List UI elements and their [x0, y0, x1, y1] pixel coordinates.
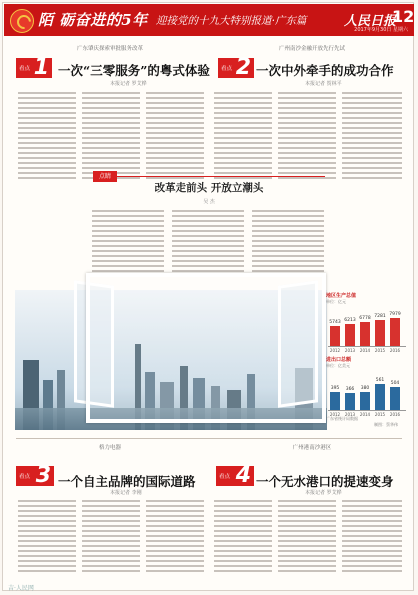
chart-1-value-label: 6778 [359, 316, 371, 322]
section-rule [16, 438, 402, 439]
feature-text-col-2 [172, 210, 244, 275]
chart-2-title: 进出口总额 [326, 357, 352, 363]
chart-2-category-label: 2015 [374, 412, 386, 417]
chart-2-bar [375, 384, 385, 410]
article-2-number-box [218, 55, 254, 80]
page-banner [4, 4, 414, 36]
article-2-headline: 一次中外牵手的成功合作 [256, 63, 394, 78]
article-3-number: 3 [35, 463, 51, 488]
article-3-kicker: 格力电器 [98, 445, 121, 451]
article-4-headline: 一个无水港口的提速变身 [256, 474, 394, 489]
article-1-text-col-1 [18, 92, 76, 182]
feature-text-col-1 [92, 210, 164, 275]
article-1-kicker: 广东肇庆探索审批服务改革 [76, 46, 143, 52]
chart-2-bar [390, 387, 400, 410]
chart-1-bar [360, 322, 370, 346]
article-4-kicker: 广州港南沙港区 [292, 445, 332, 451]
chart-1-title: 地区生产总值 [326, 293, 357, 299]
article-3-label: 看点 [19, 474, 31, 480]
chart-2-category-label: 2012 [329, 412, 341, 417]
article-3-text-col-3 [146, 500, 204, 575]
chart-1-bar [330, 326, 340, 346]
article-2-byline: 本报记者 贺林平 [305, 81, 342, 87]
banner-title: 陌 砺奋进的5年 [38, 11, 148, 29]
article-1-text-col-2 [82, 92, 140, 182]
chart-panel [326, 290, 410, 430]
chart-1-bar [390, 318, 400, 346]
article-4-byline: 本报记者 罗艾桦 [305, 490, 342, 496]
article-4-text-col-2 [278, 500, 336, 575]
chart-2-category-label: 2014 [359, 412, 371, 417]
chart-2-category-label: 2013 [344, 412, 356, 417]
article-1-label: 看点 [19, 66, 31, 72]
chart-1-category-label: 2013 [344, 348, 356, 353]
article-2-text-col-2 [278, 92, 336, 182]
article-4-number-box [216, 463, 254, 488]
chart-2-value-label: 366 [345, 387, 355, 393]
feature-divider [117, 176, 325, 177]
article-2-kicker: 广州南沙金融开放先行先试 [278, 46, 345, 52]
chart-2-bar [345, 393, 355, 410]
chart-2-bar [360, 392, 370, 410]
chart-2-value-label: 504 [390, 380, 400, 386]
article-2-label: 看点 [221, 66, 233, 72]
page-date: 2017年9月30日 星期六 [354, 27, 408, 33]
chart-1-value-label: 7979 [389, 311, 401, 317]
party-emblem-icon [10, 9, 34, 33]
chart-2-unit: 单位：亿美元 [326, 363, 350, 368]
feature-author: 吴 杰 [203, 199, 215, 205]
article-1-text-col-3 [146, 92, 204, 182]
chart-1-category-label: 2014 [359, 348, 371, 353]
chart-1-category-label: 2012 [329, 348, 341, 353]
chart-credit: 制图：蔡华伟 [374, 422, 398, 427]
article-3-byline: 本报记者 李刚 [110, 490, 142, 496]
article-2-text-col-1 [214, 92, 272, 182]
feature-title: 改革走前头 开放立潮头 [154, 182, 264, 194]
chart-1-category-label: 2015 [374, 348, 386, 353]
chart-1-value-label: 7281 [374, 314, 386, 320]
article-3-headline: 一个自主品牌的国际道路 [58, 474, 196, 489]
feature-tag: 点睛 [93, 171, 117, 182]
chart-source: 广东省统计局数据 [326, 416, 358, 421]
chart-2-x-axis [328, 410, 406, 411]
chart-1-bar [375, 320, 385, 346]
chart-1-bar [345, 324, 355, 346]
chart-1-x-axis [328, 346, 406, 347]
article-1-byline: 本报记者 罗艾桦 [110, 81, 147, 87]
chart-2-category-label: 2016 [389, 412, 401, 417]
chart-1-unit: 单位：亿元 [326, 299, 346, 304]
feature-text-col-3 [252, 210, 324, 275]
article-2-text-col-3 [342, 92, 402, 182]
chart-1-category-label: 2016 [389, 348, 401, 353]
article-1-number-box [16, 55, 52, 80]
article-2-number: 2 [235, 55, 251, 80]
article-1-number: 1 [33, 55, 49, 80]
chart-2-value-label: 395 [330, 385, 340, 391]
article-3-text-col-1 [18, 500, 76, 575]
article-4-number: 4 [235, 463, 251, 488]
article-3-number-box [16, 463, 54, 488]
masthead: 人民日报 [344, 14, 397, 29]
article-4-label: 看点 [219, 474, 231, 480]
article-3-text-col-2 [82, 500, 140, 575]
page-number: 12 [392, 7, 415, 26]
site-logo: 吉·人民网 [8, 585, 34, 592]
banner-subtitle: 迎接党的十九大特别报道·广东篇 [156, 15, 307, 27]
article-4-text-col-3 [342, 500, 402, 575]
chart-1-value-label: 6213 [344, 318, 356, 324]
chart-1-value-label: 5743 [329, 319, 341, 325]
window-frame-graphic [86, 273, 326, 423]
article-4-text-col-1 [214, 500, 272, 575]
chart-2-value-label: 561 [375, 378, 385, 384]
chart-2-bar [330, 392, 340, 410]
chart-2-value-label: 380 [360, 386, 370, 392]
article-1-headline: 一次“三零服务”的粤式体验 [58, 63, 210, 78]
